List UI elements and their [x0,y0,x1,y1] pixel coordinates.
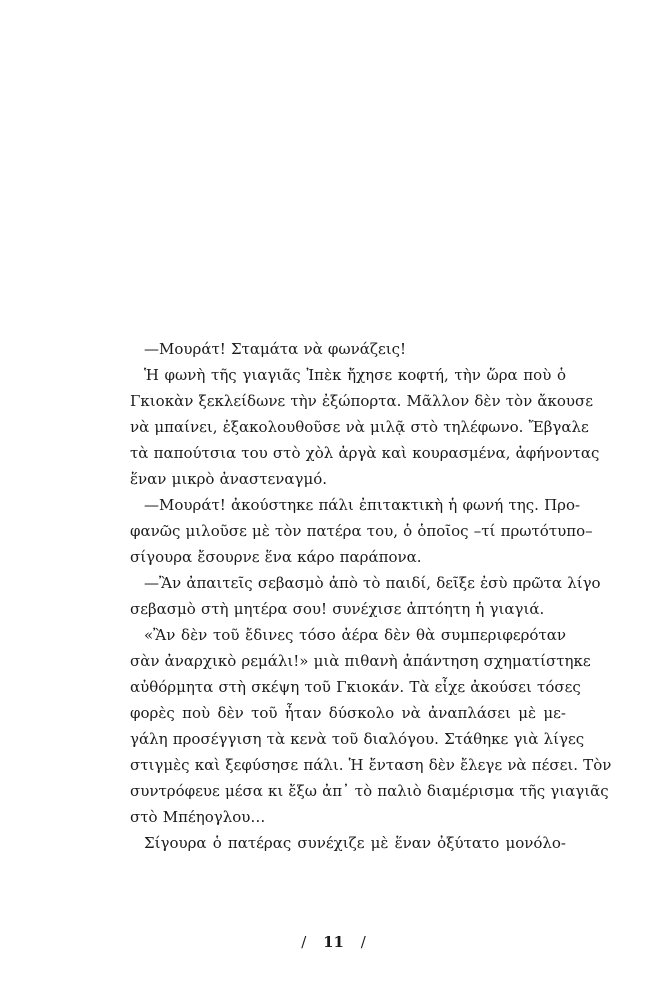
text-line: στὸ Μπέηογλου… [130,808,266,826]
folio-left-mark: / [301,933,307,951]
text-line: ἕναν μικρὸ ἀναστεναγμό. [130,470,328,488]
text-line: —Μουράτ! ἀκούστηκε πάλι ἐπιτακτικὴ ἡ φωνή της. Προ- [144,496,581,514]
text-line: Σίγουρα ὁ πατέρας συνέχιζε μὲ ἕναν ὀξύτατο μονόλο- [144,834,566,852]
text-line: Γκιοκὰν ξεκλείδωνε τὴν ἐξώπορτα. Μᾶλλον δὲν τὸν ἄκουσε [130,392,594,410]
text-line: αὐθόρμητα στὴ σκέψη τοῦ Γκιοκάν. Τὰ εἶχε ἀκούσει τόσες [130,678,581,696]
paragraph [114,622,612,830]
text-line: φορὲς ποὺ δὲν τοῦ ἦταν δύσκολο νὰ ἀναπλάσει μὲ με- [130,704,566,722]
page-folio [0,930,667,954]
text-line: —Μουράτ! Σταμάτα νὰ φωνάζεις! [144,340,407,358]
text-line: σὰν ἀναρχικὸ ρεμάλι!» μιὰ πιθανὴ ἀπάντηση σχηματίστηκε [130,652,591,670]
text-line: νὰ μπαίνει, ἐξακολουθοῦσε νὰ μιλᾷ στὸ τηλέφωνο. Ἔβγαλε [130,418,589,436]
paragraph [114,570,601,622]
paragraph [114,336,566,362]
page-number: 11 [323,933,344,951]
paragraph [114,492,593,570]
text-line: φανῶς μιλοῦσε μὲ τὸν πατέρα του, ὁ ὁποῖος –τί πρωτότυπο– [130,522,593,540]
text-line: «Ἂν δὲν τοῦ ἔδινες τόσο ἀέρα δὲν θὰ συμπεριφερόταν [144,626,566,644]
text-line: σίγουρα ἔσουρνε ἕνα κάρο παράπονα. [130,548,422,566]
text-line: —Ἂν ἀπαιτεῖς σεβασμὸ ἀπὸ τὸ παιδί, δεῖξε ἐσὺ πρῶτα λίγο [144,574,601,592]
text-line: συντρόφευε μέσα κι ἔξω ἀπ᾿ τὸ παλιὸ διαμέρισμα τῆς γιαγιᾶς [130,782,609,800]
text-line: Ἡ φωνὴ τῆς γιαγιᾶς Ἰπὲκ ἤχησε κοφτή, τὴν ὥρα ποὺ ὁ [144,366,566,384]
paragraph [114,830,566,856]
text-line: στιγμὲς καὶ ξεφύσησε πάλι. Ἡ ἔνταση δὲν ἔλεγε νὰ πέσει. Τὸν [130,756,612,774]
text-line: σεβασμὸ στὴ μητέρα σου! συνέχισε ἀπτόητη ἡ γιαγιά. [130,600,545,618]
text-line: γάλη προσέγγιση τὰ κενὰ τοῦ διαλόγου. Στάθηκε γιὰ λίγες [130,730,585,748]
paragraph [114,362,600,492]
body-text [114,336,612,856]
folio-right-mark: / [360,933,366,951]
text-line: τὰ παπούτσια του στὸ χὸλ ἀργὰ καὶ κουρασμένα, ἀφήνοντας [130,444,600,462]
